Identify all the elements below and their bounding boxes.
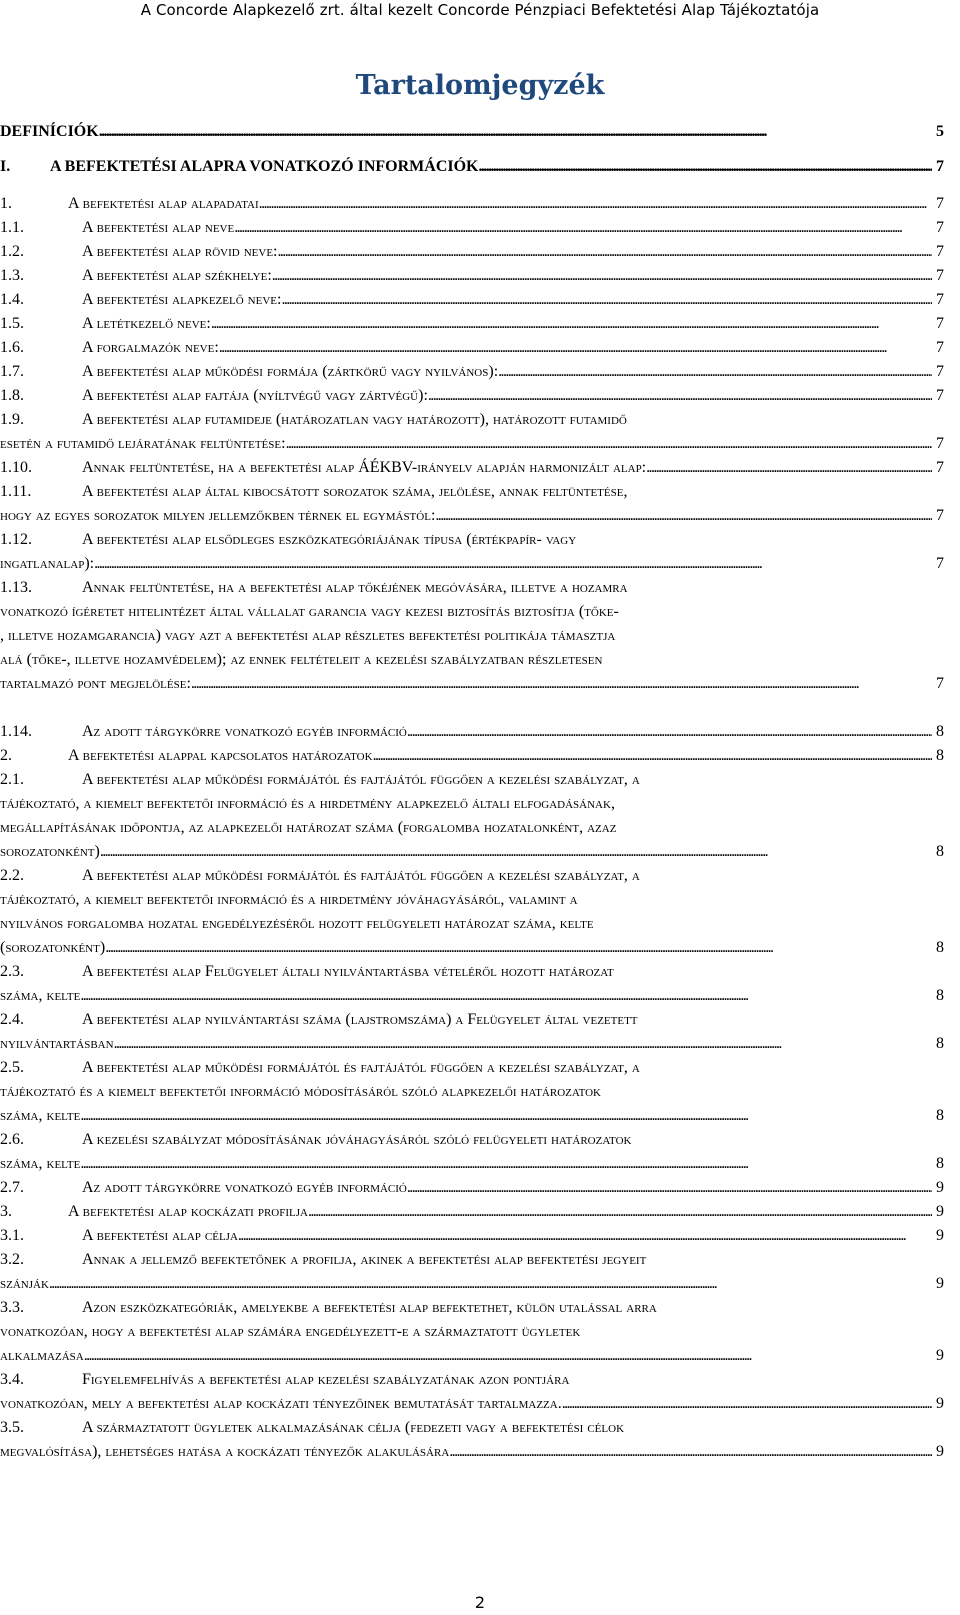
toc-entry-number: 1.5.: [0, 315, 24, 332]
dot-leader: [80, 984, 932, 1008]
toc-line: [0, 336, 944, 360]
toc-entry-number: 1.10.: [0, 459, 32, 476]
toc-entry-number: 2.: [0, 747, 12, 764]
toc-entry-number: 1.1.: [0, 219, 24, 236]
toc-line: [0, 744, 944, 768]
toc-entry-page: 7: [936, 555, 944, 572]
toc-entry-title: vonatkozóan, hogy a befektetési alap számára engedélyezett-e a származtatott ügyletek: [0, 1323, 581, 1340]
toc-entry-page: 7: [936, 435, 944, 452]
toc-entry-page: 7: [936, 158, 944, 175]
dot-leader: [449, 1440, 932, 1464]
toc-entry-number: 2.4.: [0, 1011, 24, 1028]
dot-leader: [80, 1104, 932, 1128]
toc-line: [0, 1368, 944, 1392]
toc-entry-page: 8: [936, 987, 944, 1004]
toc-entry-title: A befektetési alap működési formájától és fajtájától függően a kezelési szabályzat, a: [82, 1059, 640, 1076]
toc-line: [0, 936, 944, 960]
toc-leader-row: [0, 552, 944, 576]
toc-entry-title: hogy az egyes sorozatok milyen jellemzőkben térnek el egymástól:: [0, 507, 436, 524]
toc-entry-title: száma, kelte: [0, 987, 81, 1004]
page-number: 2: [474, 1593, 486, 1612]
toc-line: [0, 1416, 944, 1440]
toc-entry-title: (sorozatonként): [0, 939, 106, 956]
dot-leader: [219, 336, 932, 360]
toc-entry-title: tájékoztató, a kiemelt befektetői információ és a hirdetmény alapkezelő általi elfogadásának,: [0, 795, 615, 812]
toc-entry-page: 8: [936, 1035, 944, 1052]
toc-entry-page: 8: [936, 723, 944, 740]
toc-entry-title: Annak feltüntetése, ha a befektetési alap ÁÉKBV-irányelv alapján harmonizált alap:: [82, 459, 647, 476]
toc-entry-title: vonatkozóan, mely a befektetési alap kockázati tényezőinek bemutatását tartalmazza.: [0, 1395, 562, 1412]
toc-entry-number: 1.9.: [0, 411, 24, 428]
toc-leader-row: [0, 504, 944, 528]
toc-leader-row: [82, 1224, 944, 1248]
toc-leader-row: [0, 840, 944, 864]
dot-leader: [498, 360, 932, 384]
toc-entry-title: szánják: [0, 1275, 49, 1292]
toc-line: [0, 504, 944, 528]
toc-leader-row: [82, 216, 944, 240]
toc-line: [0, 1320, 944, 1344]
toc-entry-page: 7: [936, 267, 944, 284]
toc-entry-page: 8: [936, 843, 944, 860]
toc-entry-page: 7: [936, 387, 944, 404]
toc-entry-title: száma, kelte: [0, 1107, 81, 1124]
toc-entry-number: 3.3.: [0, 1299, 24, 1316]
toc-entry-page: 7: [936, 291, 944, 308]
toc-line: [0, 1200, 944, 1224]
toc-title: Tartalomjegyzék: [355, 70, 605, 101]
toc-line: [0, 1392, 944, 1416]
dot-leader: [100, 840, 932, 864]
toc-leader-row: [82, 312, 944, 336]
dot-leader: [428, 384, 932, 408]
toc-entry-page: 9: [936, 1347, 944, 1364]
toc-line: [0, 600, 944, 624]
toc-line: [0, 528, 944, 552]
toc-entry-title: A befektetési alap nyilvántartási száma (lajstromszáma) a Felügyelet által vezetett: [82, 1011, 638, 1028]
toc-entry-title: A befektetési alap által kibocsátott sorozatok száma, jelölése, annak feltüntetése,: [82, 483, 628, 500]
dot-leader: [562, 1392, 932, 1416]
toc-entry-page: 7: [936, 507, 944, 524]
toc-entry-title: nyilvános forgalomba hozatal engedélyezéséről hozott felügyeleti határozat száma, kelte: [0, 915, 594, 932]
dot-leader: [99, 120, 932, 144]
toc-line: [0, 264, 944, 288]
toc-leader-row: [0, 1104, 944, 1128]
toc-entry-title: A befektetési alapkezelő neve:: [82, 291, 282, 308]
toc-line: [0, 1440, 944, 1464]
toc-entry-title: A befektetési alap kockázati profilja: [68, 1203, 308, 1220]
toc-entry-page: 9: [936, 1179, 944, 1196]
toc-entry-title: tartalmazó pont megjelölése:: [0, 675, 191, 692]
toc-entry-title: A származtatott ügyletek alkalmazásának célja (fedezeti vagy a befektetési célok: [82, 1419, 625, 1436]
toc-entry-title: Figyelemfelhívás a befektetési alap kezelési szabályzatának azon pontjára: [82, 1371, 570, 1388]
toc-entry-title: vonatkozó ígéretet hitelintézet által vállalat garancia vagy kezesi biztosítás biztosítja (tőke-: [0, 603, 619, 620]
toc-entry-title: A befektetési alap működési formája (zártkörű vagy nyilvános):: [82, 363, 499, 380]
toc-entry-number: 1.7.: [0, 363, 24, 380]
toc-entry-title: A befektetési alap célja: [82, 1227, 238, 1244]
toc-entry-page: 7: [936, 219, 944, 236]
toc-entry-title: megállapításának időpontja, az alapkezelői határozat száma (forgalomba hozatalonként, azaz: [0, 819, 617, 836]
toc-entry-title: száma, kelte: [0, 1155, 81, 1172]
toc-entry-title: A befektetési alap elsődleges eszközkategóriájának típusa (értékpapír- vagy: [82, 531, 577, 548]
toc-leader-row: [68, 1200, 944, 1224]
toc-line: [0, 1224, 944, 1248]
toc-leader-row: [82, 360, 944, 384]
toc-entry-title: alkalmazása: [0, 1347, 84, 1364]
toc-leader-row: [0, 1152, 944, 1176]
toc-line: [0, 155, 944, 179]
toc-entry-page: 7: [936, 459, 944, 476]
toc-entry-number: 1.: [0, 195, 12, 212]
toc-entry-title: sorozatonként): [0, 843, 100, 860]
toc-leader-row: [82, 1176, 944, 1200]
toc-line: [0, 360, 944, 384]
toc-entry-title: Az adott tárgykörre vonatkozó egyéb információ: [82, 723, 407, 740]
toc-line: [0, 648, 944, 672]
toc-line: [0, 1032, 944, 1056]
toc-entry-number: 1.13.: [0, 579, 32, 596]
toc-line: [0, 1344, 944, 1368]
toc-entry-title: A kezelési szabályzat módosításának jóváhagyásáról szóló felügyeleti határozatok: [82, 1131, 632, 1148]
toc-entry-title: A befektetési alap neve: [82, 219, 235, 236]
toc-line: [0, 1104, 944, 1128]
toc-entry-title: A befektetési alap Felügyelet általi nyilvántartásba vételéről hozott határozat: [82, 963, 614, 980]
toc-entry-page: 9: [936, 1275, 944, 1292]
toc-entry-number: 1.6.: [0, 339, 24, 356]
toc-entry-number: 3.1.: [0, 1227, 24, 1244]
toc-line: [0, 240, 944, 264]
toc-entry-number: 1.4.: [0, 291, 24, 308]
toc-entry-page: 7: [936, 315, 944, 332]
dot-leader: [238, 1224, 932, 1248]
toc-entry-page: 7: [936, 675, 944, 692]
toc-leader-row: [0, 120, 944, 144]
toc-line: [0, 720, 944, 744]
toc-entry-number: 1.3.: [0, 267, 24, 284]
toc-line: [0, 624, 944, 648]
toc-line: [0, 1152, 944, 1176]
toc-line: [0, 552, 944, 576]
toc-entry-title: A befektetési alap székhelye:: [82, 267, 272, 284]
toc-entry-number: 2.5.: [0, 1059, 24, 1076]
toc-line: [0, 1080, 944, 1104]
toc-entry-title: alá (tőke-, illetve hozamvédelem); az ennek feltételeit a kezelési szabályzatban részletesen: [0, 651, 603, 668]
toc-leader-row: [68, 744, 944, 768]
toc-leader-row: [0, 432, 944, 456]
toc-leader-row: [82, 264, 944, 288]
toc-leader-row: [82, 456, 944, 480]
toc-entry-title: A befektetési alap fajtája (nyíltvégű vagy zártvégű):: [82, 387, 428, 404]
toc-entry-page: 9: [936, 1227, 944, 1244]
toc-entry-title: tájékoztató és a kiemelt befektetői információ módosításáról szóló alapkezelői határozatok: [0, 1083, 601, 1100]
dot-leader: [191, 672, 932, 696]
toc-line: [0, 216, 944, 240]
toc-line: [0, 792, 944, 816]
toc-entry-page: 8: [936, 1107, 944, 1124]
toc-entry-number: 3.2.: [0, 1251, 24, 1268]
toc-entry-number: 3.4.: [0, 1371, 24, 1388]
toc-line: [0, 888, 944, 912]
dot-leader: [281, 288, 932, 312]
dot-leader: [94, 552, 932, 576]
toc-line: [0, 984, 944, 1008]
toc-leader-row: [0, 984, 944, 1008]
toc-entry-number: 2.3.: [0, 963, 24, 980]
toc-entry-title: Az adott tárgykörre vonatkozó egyéb információ: [82, 1179, 407, 1196]
toc-entry-page: 8: [936, 747, 944, 764]
toc-entry-title: A befektetési alap rövid neve:: [82, 243, 278, 260]
toc-entry-number: 2.1.: [0, 771, 24, 788]
toc-entry-title: tájékoztató, a kiemelt befektetői információ és a hirdetmény jóváhagyásáról, valamint a: [0, 891, 578, 908]
dot-leader: [114, 1032, 932, 1056]
toc-entry-title: A befektetési alap működési formájától és fajtájától függően a kezelési szabályzat, a: [82, 867, 640, 884]
toc-entry-title: A letétkezelő neve:: [82, 315, 211, 332]
dot-leader: [646, 456, 932, 480]
dot-leader: [479, 155, 933, 179]
dot-leader: [84, 1344, 932, 1368]
toc-leader-row: [0, 1392, 944, 1416]
toc-line: [0, 120, 944, 144]
toc-line: [0, 1296, 944, 1320]
toc-line: [0, 384, 944, 408]
dot-leader: [407, 720, 932, 744]
toc-entry-title: Annak a jellemző befektetőnek a profilja, akinek a befektetési alap befektetési jegyeit: [82, 1251, 647, 1268]
toc-line: [0, 840, 944, 864]
toc-leader-row: [50, 155, 944, 179]
toc-leader-row: [0, 936, 944, 960]
toc-entry-title: megvalósítása), lehetséges hatása a kockázati tényezők alakulására: [0, 1443, 450, 1460]
toc-leader-row: [82, 288, 944, 312]
toc-entry-title: A BEFEKTETÉSI ALAPRA VONATKOZÓ INFORMÁCIÓK: [50, 158, 479, 175]
toc-leader-row: [0, 1032, 944, 1056]
toc-leader-row: [82, 384, 944, 408]
toc-entry-number: 1.2.: [0, 243, 24, 260]
toc-line: [0, 408, 944, 432]
toc-line: [0, 672, 944, 696]
dot-leader: [259, 192, 932, 216]
toc-line: [0, 456, 944, 480]
toc-entry-title: A forgalmazók neve:: [82, 339, 219, 356]
toc-line: [0, 1056, 944, 1080]
toc-entry-page: 8: [936, 1155, 944, 1172]
dot-leader: [234, 216, 932, 240]
toc-leader-row: [0, 1440, 944, 1464]
toc-line: [0, 912, 944, 936]
toc-line: [0, 480, 944, 504]
toc-entry-number: 2.6.: [0, 1131, 24, 1148]
toc-line: [0, 1248, 944, 1272]
toc-entry-page: 9: [936, 1203, 944, 1220]
toc-entry-title: esetén a futamidő lejáratának feltüntetése:: [0, 435, 286, 452]
toc-entry-number: 2.7.: [0, 1179, 24, 1196]
toc-leader-row: [0, 1272, 944, 1296]
dot-leader: [49, 1272, 932, 1296]
dot-leader: [278, 240, 933, 264]
toc-line: [0, 1272, 944, 1296]
toc-entry-page: 5: [936, 123, 944, 140]
toc-entry-page: 7: [936, 339, 944, 356]
toc-entry-page: 7: [936, 243, 944, 260]
toc-leader-row: [82, 336, 944, 360]
toc-line: [0, 960, 944, 984]
toc-entry-page: 7: [936, 363, 944, 380]
toc-entry-title: DEFINÍCIÓK: [0, 123, 99, 140]
toc-entry-number: 2.2.: [0, 867, 24, 884]
toc-line: [0, 576, 944, 600]
toc-line: [0, 192, 944, 216]
toc-line: [0, 288, 944, 312]
toc-entry-title: A befektetési alappal kapcsolatos határozatok: [68, 747, 373, 764]
toc-leader-row: [82, 240, 944, 264]
toc-line: [0, 864, 944, 888]
toc-entry-page: 8: [936, 939, 944, 956]
toc-entry-page: 7: [936, 195, 944, 212]
toc-entry-title: A befektetési alap működési formájától és fajtájától függően a kezelési szabályzat, a: [82, 771, 640, 788]
toc-line: [0, 312, 944, 336]
toc-line: [0, 768, 944, 792]
toc-entry-title: ingatlanalap):: [0, 555, 95, 572]
dot-leader: [435, 504, 932, 528]
toc-leader-row: [0, 672, 944, 696]
toc-leader-row: [0, 1344, 944, 1368]
toc-line: [0, 1176, 944, 1200]
dot-leader: [105, 936, 932, 960]
toc-entry-number: I.: [0, 158, 11, 175]
toc-leader-row: [82, 720, 944, 744]
toc-leader-row: [68, 192, 944, 216]
toc-entry-number: 3.: [0, 1203, 12, 1220]
toc-entry-number: 1.14.: [0, 723, 32, 740]
dot-leader: [308, 1200, 932, 1224]
toc-entry-title: A befektetési alap futamideje (határozatlan vagy határozott), határozott futamidő: [82, 411, 627, 428]
toc-entry-title: Azon eszközkategóriák, amelyekbe a befektetési alap befektethet, külön utalással arra: [82, 1299, 657, 1316]
running-header: A Concorde Alapkezelő zrt. által kezelt Concorde Pénzpiaci Befektetési Alap Tájékoztatója: [140, 1, 820, 19]
toc-entry-number: 1.12.: [0, 531, 32, 548]
toc-line: [0, 1128, 944, 1152]
dot-leader: [272, 264, 932, 288]
dot-leader: [286, 432, 932, 456]
toc-entry-page: 9: [936, 1443, 944, 1460]
toc-entry-title: Annak feltüntetése, ha a befektetési alap tőkéjének megóvására, illetve a hozamra: [82, 579, 628, 596]
toc-entry-title: , illetve hozamgarancia) vagy azt a befektetési alap részletes befektetési politikája támasztja: [0, 627, 616, 644]
toc-entry-number: 3.5.: [0, 1419, 24, 1436]
dot-leader: [407, 1176, 932, 1200]
toc-line: [0, 1008, 944, 1032]
toc-entry-number: 1.11.: [0, 483, 32, 500]
toc-line: [0, 816, 944, 840]
dot-leader: [80, 1152, 932, 1176]
toc-entry-number: 1.8.: [0, 387, 24, 404]
toc-entry-title: A befektetési alap alapadatai: [68, 195, 259, 212]
dot-leader: [373, 744, 932, 768]
dot-leader: [211, 312, 932, 336]
toc-entry-page: 9: [936, 1395, 944, 1412]
toc-entry-title: nyilvántartásban: [0, 1035, 114, 1052]
toc-line: [0, 432, 944, 456]
